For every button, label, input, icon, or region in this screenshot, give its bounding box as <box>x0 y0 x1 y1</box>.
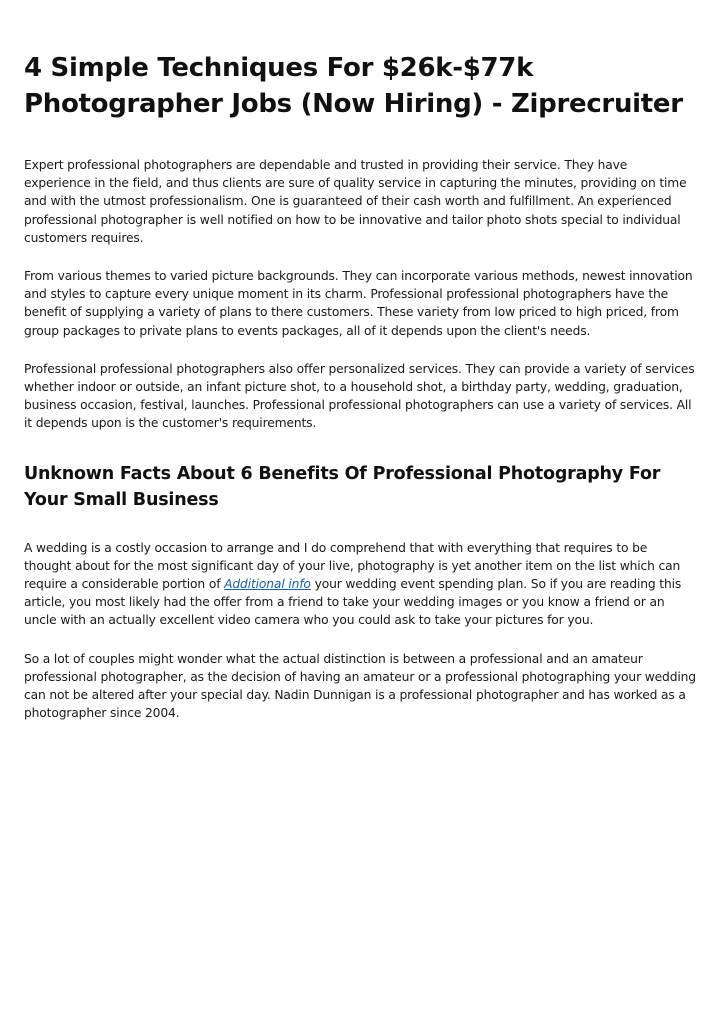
section-heading: Unknown Facts About 6 Benefits Of Professional Photography For Your Small Business <box>24 463 661 510</box>
page-title: 4 Simple Techniques For $26k-$77k Photographer Jobs (Now Hiring) - Ziprecruiter <box>24 53 683 119</box>
paragraph-distinction: So a lot of couples might wonder what the actual distinction is between a professional and an amateur professional photographer, as the decision of having an amateur or a professional photographing your wedding can not be altered after your special day. Nadin Dunnigan is a professional photographer and has worked as a photographer since 2004. <box>24 651 696 721</box>
paragraph-wedding-end: your wedding event spending plan. So if you are reading this article, you most likely had the offer from a friend to take your wedding images or you know a friend or an uncle with an actually excellent video camera who you could ask to take your pictures for you. <box>24 577 682 628</box>
paragraph-intro: Expert professional photographers are dependable and trusted in providing their service. They have experience in the field, and thus clients are sure of quality service in capturing the minutes, providing on time and with the utmost professionalism. One is guaranteed of their cash worth and fulfillment. An experienced professional photographer is well notified on how to be innovative and tailor photo shots special to individual customers requires. <box>24 158 687 245</box>
article <box>24 50 696 742</box>
paragraph-wedding <box>24 539 696 630</box>
paragraph-services: Professional professional photographers also offer personalized services. They can provide a variety of services whether indoor or outside, an infant picture shot, to a household shot, a birthday party, wedding, graduation, business occasion, festival, launches. Professional professional photographers can use a variety of services. All it depends upon is the customer's requirements. <box>24 361 695 431</box>
additional-info-link[interactable]: Additional info <box>224 577 311 592</box>
paragraph-themes: From various themes to varied picture backgrounds. They can incorporate various methods, newest innovation and styles to capture every unique moment in its charm. Professional professional photographers have the benefit of supplying a variety of plans to there customers. These variety from low priced to high priced, from group packages to private plans to events packages, all of it depends upon the client's needs. <box>24 269 693 338</box>
paragraph-wedding-start: A wedding is a costly occasion to arrange and I do comprehend that with everything that requires to be thought about for the most significant day of your live, photography is yet another item on the list which can require a considerable portion of <box>24 540 681 592</box>
